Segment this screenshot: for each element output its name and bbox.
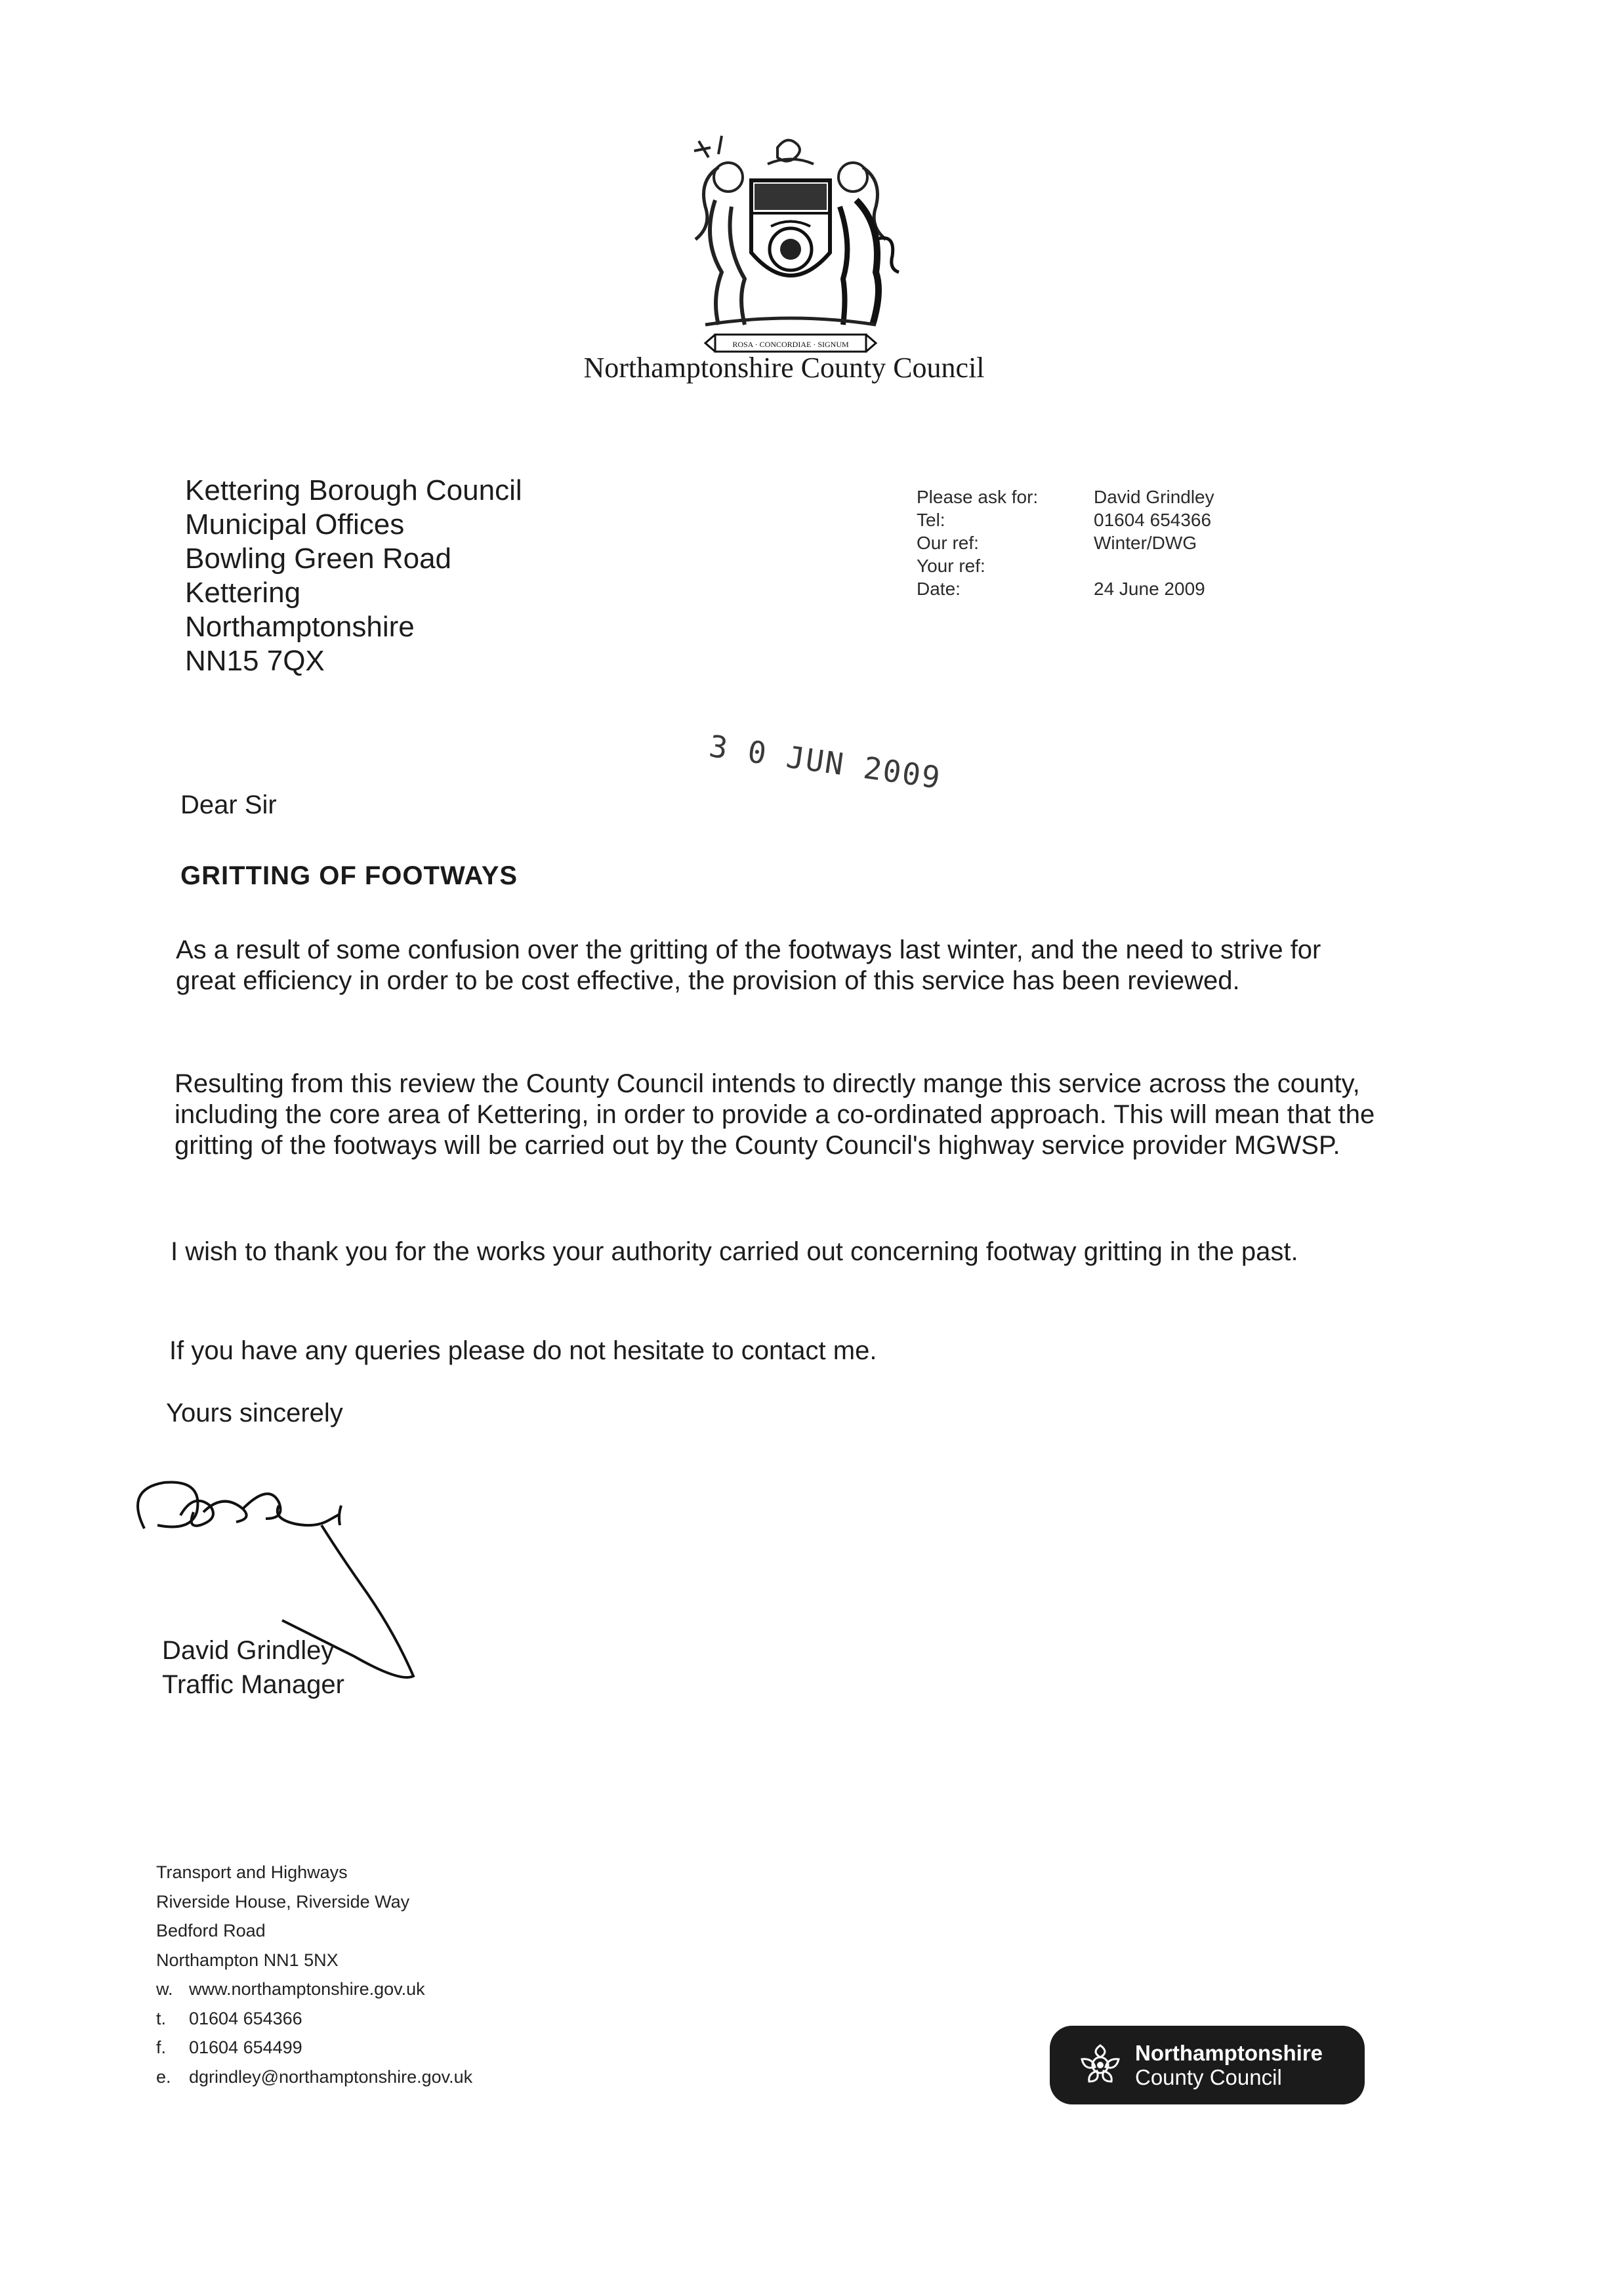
letter-subject: GRITTING OF FOOTWAYS [180, 861, 518, 890]
reference-label: Our ref: [917, 533, 979, 553]
footer-contact-fax [156, 2033, 472, 2062]
website-link[interactable]: www.northamptonshire.gov.uk [189, 1979, 425, 1999]
crest-drawing [679, 128, 902, 358]
fax-number: 01604 654499 [189, 2038, 302, 2057]
coat-of-arms-crest [679, 128, 902, 358]
contact-prefix: e. [156, 2066, 171, 2087]
reference-row [917, 577, 1214, 600]
body-paragraph: I wish to thank you for the works your authority carried out concerning footway gritting in the past. [171, 1237, 1298, 1266]
address-line: NN15 7QX [185, 645, 325, 677]
email-link[interactable]: dgrindley@northamptonshire.gov.uk [189, 2066, 473, 2087]
reference-value: Winter/DWG [1094, 533, 1197, 553]
reference-value: 01604 654366 [1094, 510, 1212, 530]
badge-line-2: County Council [1135, 2065, 1282, 2089]
contact-prefix: f. [156, 2038, 167, 2057]
reference-value: David Grindley [1094, 487, 1214, 507]
body-paragraph: As a result of some confusion over the gritting of the footways last winter, and the need to strive for great efficiency in order to be cost effective, the provision of this service has been reviewed. [176, 935, 1321, 995]
badge-line-1: Northamptonshire [1135, 2041, 1323, 2065]
reference-value: 24 June 2009 [1094, 579, 1205, 599]
received-date-stamp: 3 0 JUN 2009 [707, 728, 943, 796]
body-paragraph: If you have any queries please do not hesitate to contact me. [169, 1336, 877, 1365]
footer-contact-block [156, 1858, 472, 2091]
contact-prefix: t. [156, 2008, 167, 2028]
address-line: Bowling Green Road [185, 543, 452, 575]
salutation: Dear Sir [180, 790, 277, 819]
badge-text [1135, 2041, 1323, 2089]
council-badge-logo [1050, 2026, 1365, 2104]
rose-icon [1077, 2042, 1123, 2088]
footer-contact-email [156, 2062, 472, 2092]
address-line: Kettering [185, 577, 301, 609]
footer-address-line: Bedford Road [156, 1921, 266, 1940]
footer-address-line: Northampton NN1 5NX [156, 1950, 339, 1970]
reference-row [917, 485, 1214, 508]
reference-label: Tel: [917, 510, 945, 530]
signer-title: Traffic Manager [162, 1670, 344, 1699]
address-line: Municipal Offices [185, 508, 405, 541]
address-line: Northamptonshire [185, 611, 415, 643]
reference-label: Your ref: [917, 556, 985, 576]
reference-block [917, 485, 1214, 600]
signer-block [162, 1633, 344, 1702]
reference-row [917, 554, 1214, 577]
footer-department: Transport and Highways [156, 1862, 348, 1882]
footer-address-line: Riverside House, Riverside Way [156, 1891, 410, 1912]
footer-contact-website [156, 1975, 472, 2004]
reference-row [917, 508, 1214, 531]
signer-name: David Grindley [162, 1636, 335, 1665]
closing-line: Yours sincerely [166, 1399, 343, 1427]
contact-prefix: w. [156, 1979, 173, 1999]
reference-label: Date: [917, 579, 961, 599]
crest-motto-text: ROSA · CONCORDIAE · SIGNUM [732, 340, 849, 349]
telephone-number: 01604 654366 [189, 2008, 302, 2028]
address-line: Kettering Borough Council [185, 474, 522, 506]
reference-row [917, 531, 1214, 554]
reference-label: Please ask for: [917, 487, 1039, 507]
council-letterhead-title: Northamptonshire County Council [583, 352, 985, 384]
recipient-address [185, 474, 522, 678]
body-paragraph: Resulting from this review the County Council intends to directly mange this service across the county, including the core area of Kettering, in order to provide a co-ordinated approach. This will mean that the gritting of the footways will be carried out by the County Council's highway service provider MGWSP. [175, 1069, 1375, 1160]
footer-contact-telephone [156, 2004, 472, 2034]
